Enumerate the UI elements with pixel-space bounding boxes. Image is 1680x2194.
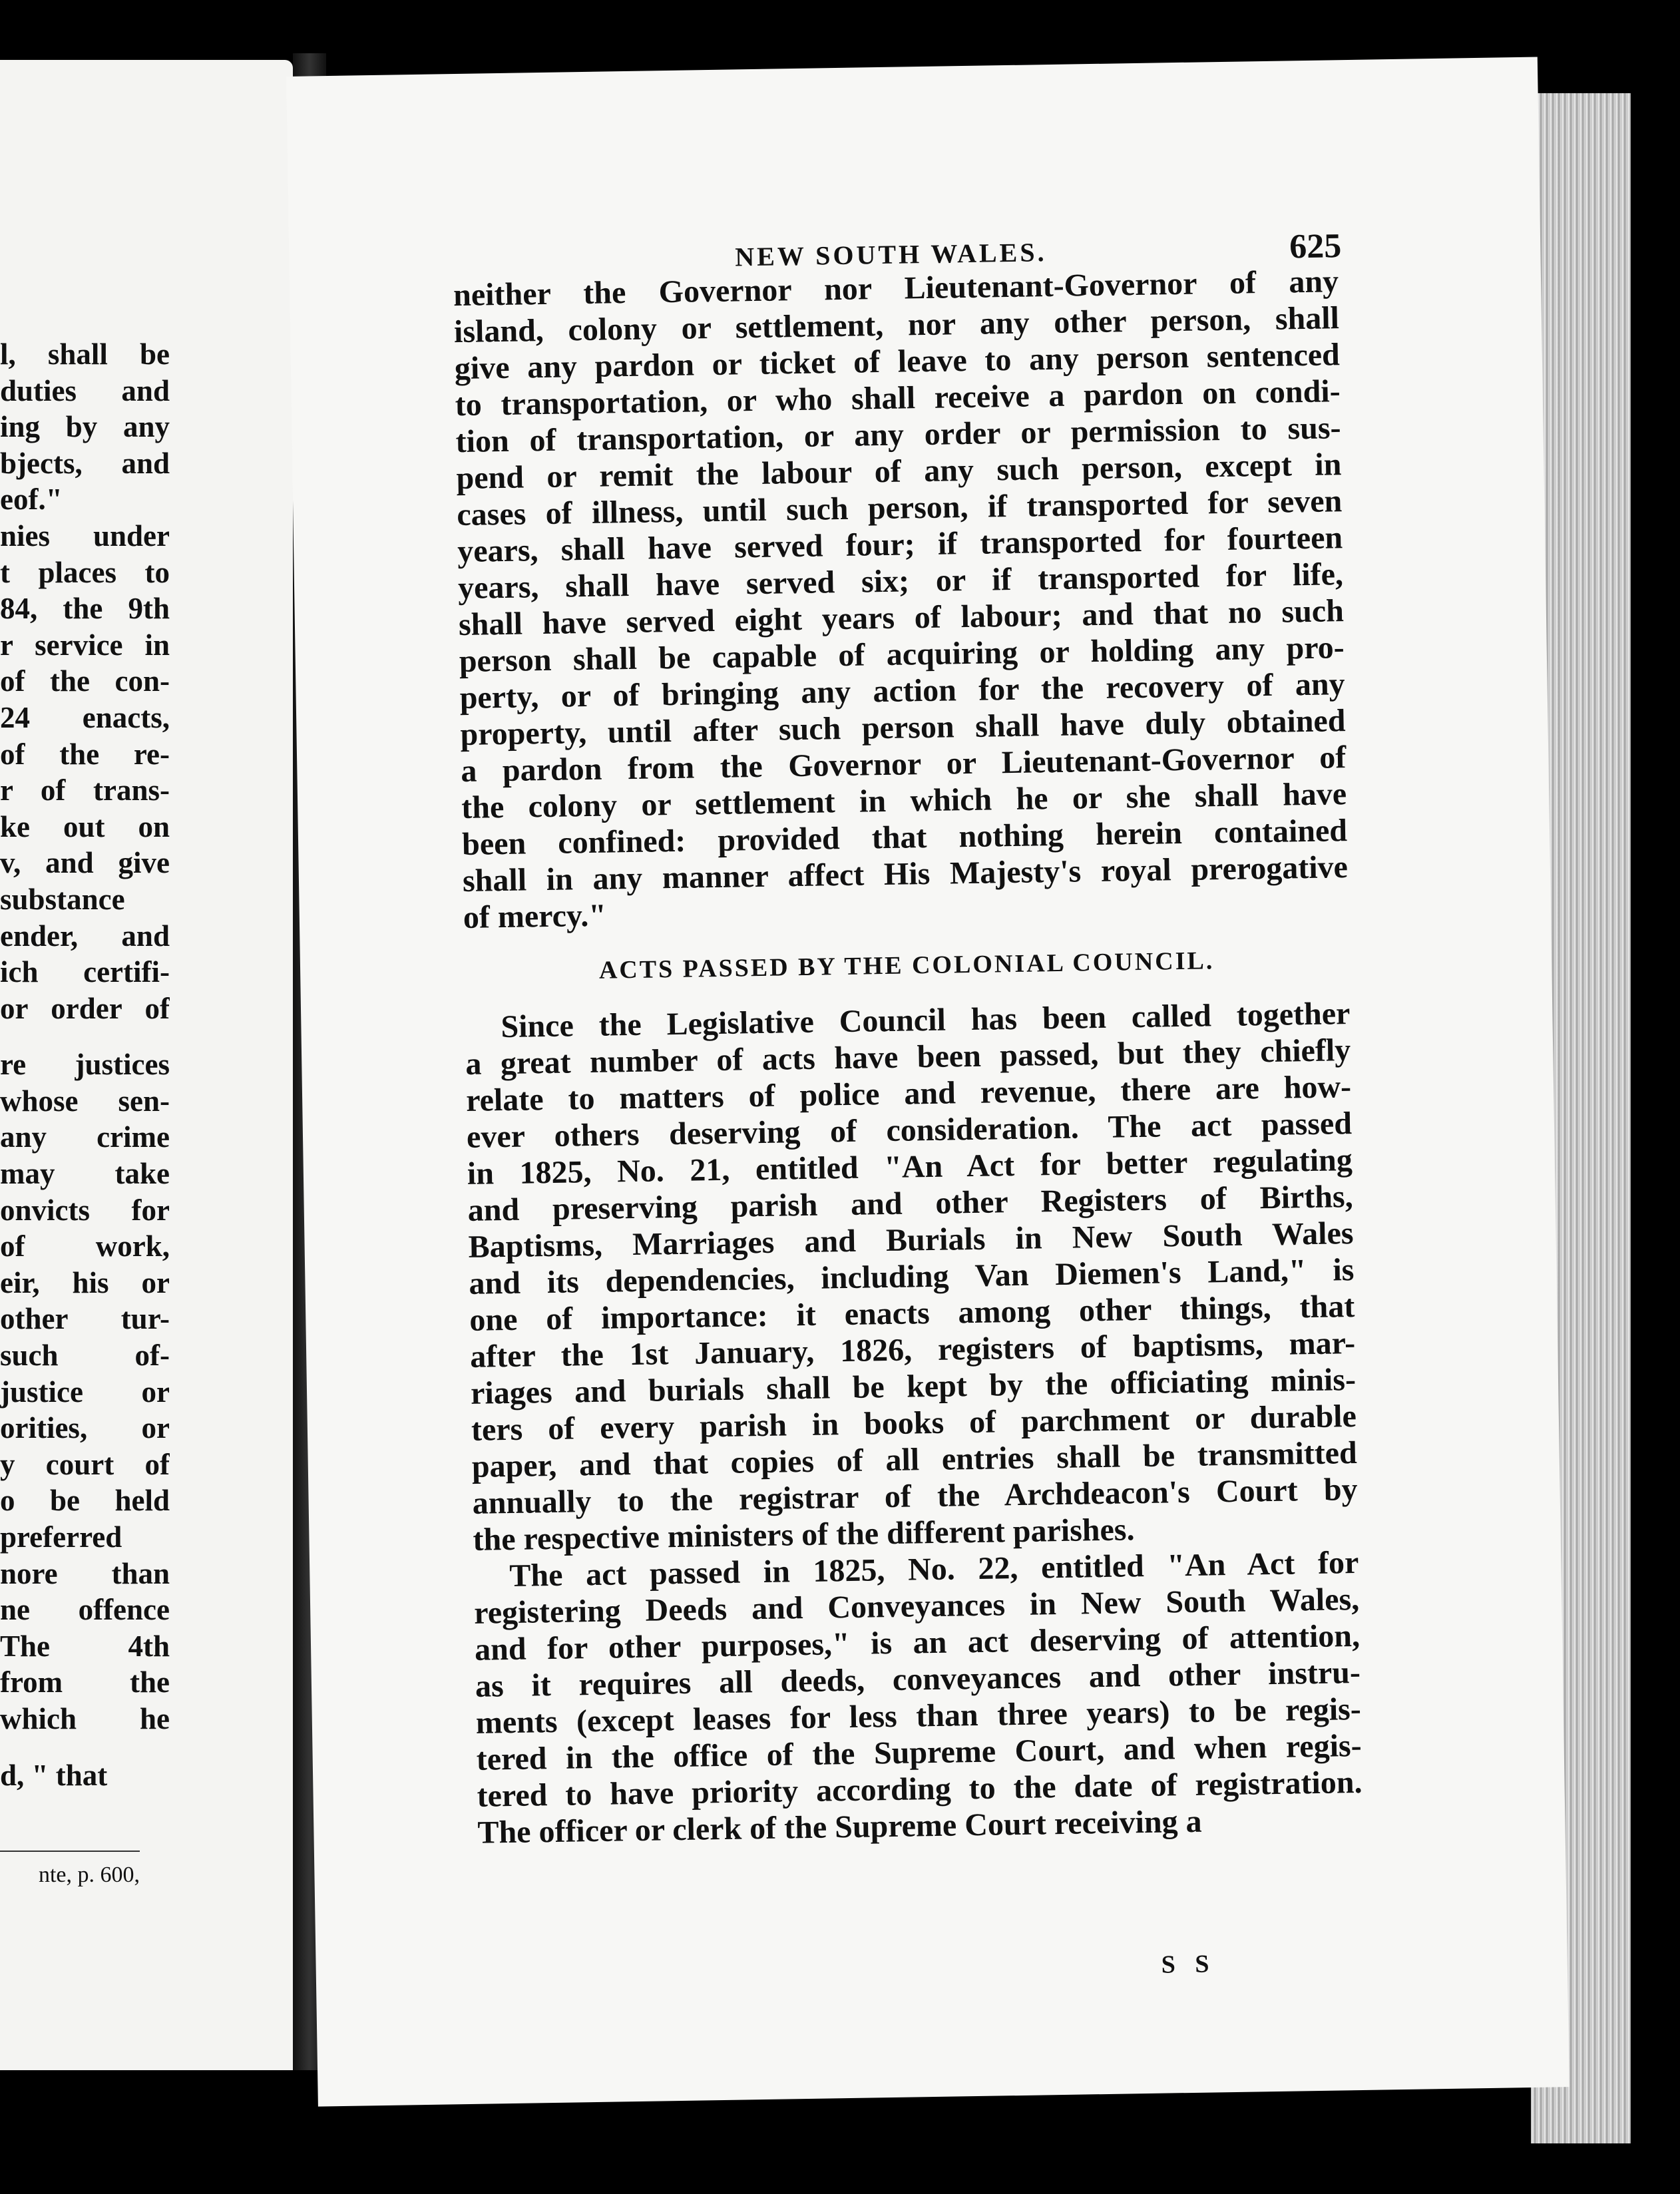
text-line: a pardon from the Governor or Lieutenant-Governor of	[461, 740, 1347, 789]
text-line: pend or remit the labour of any such person, except in	[456, 447, 1342, 497]
text-line: relate to matters of police and revenue, there are how-	[465, 1069, 1352, 1118]
left-text-line: or order of	[0, 991, 170, 1025]
paragraph-3	[473, 1544, 1363, 1851]
text-line: tered to have priority according to the date of registration.	[477, 1764, 1363, 1814]
left-text-line: nore than	[0, 1556, 170, 1590]
right-page	[286, 57, 1570, 2106]
section-heading: ACTS PASSED BY THE COLONIAL COUNCIL.	[598, 947, 1215, 985]
text-line: shall have served eight years of labour; and that no such	[458, 593, 1345, 643]
text-line: give any pardon or ticket of leave to any person sentenced	[454, 337, 1341, 387]
text-line: and for other purposes," is an act deserving of attention,	[474, 1618, 1361, 1667]
signature-mark: S S	[1161, 1950, 1216, 1979]
left-text-line: 24 enacts,	[0, 700, 170, 734]
text-line: perty, or of bringing any action for the recovery of any	[459, 666, 1345, 716]
text-line: the respective ministers of the different parishes.	[473, 1512, 1135, 1558]
text-line: island, colony or settlement, nor any other person, shall	[453, 300, 1340, 350]
left-text-line: re justices	[0, 1048, 170, 1082]
text-line: years, shall have served four; if transported for fourteen	[457, 520, 1343, 570]
left-text-line: nies under	[0, 519, 170, 552]
left-text-line: such of-	[0, 1339, 170, 1373]
page-number: 625	[1289, 227, 1342, 266]
left-text-line: y court of	[0, 1447, 170, 1481]
left-text-line: r of trans-	[0, 773, 170, 807]
left-text-line: The 4th	[0, 1629, 170, 1663]
left-text-line: of the re-	[0, 737, 170, 771]
text-line: ters of every parish in books of parchment or durable	[471, 1398, 1357, 1448]
text-line: a great number of acts have been passed, but they chiefly	[465, 1032, 1351, 1082]
text-line: The act passed in 1825, No. 22, entitled "An Act for	[509, 1544, 1359, 1594]
left-text-line: t places to	[0, 555, 170, 589]
page-body	[453, 263, 1363, 1851]
left-text-line: any crime	[0, 1120, 170, 1154]
paragraph-2	[465, 995, 1359, 1558]
text-line: Since the Legislative Council has been called together	[501, 996, 1351, 1045]
left-text-line: ke out on	[0, 809, 170, 843]
text-line: years, shall have served six; or if transported for life,	[457, 556, 1344, 606]
left-text-line: r service in	[0, 628, 170, 662]
text-line: and preserving parish and other Registers of Births,	[467, 1179, 1354, 1228]
left-text-line: v, and give	[0, 846, 170, 880]
text-line: as it requires all deeds, conveyances and other instru-	[475, 1654, 1361, 1704]
text-line: paper, and that copies of all entries shall be transmitted	[471, 1434, 1358, 1484]
text-line: one of importance: it enacts among other things, that	[469, 1289, 1355, 1338]
left-footnote: nte, p. 600,	[0, 1851, 140, 1888]
text-line: tered in the office of the Supreme Court, and when regis-	[476, 1727, 1363, 1777]
text-line: The officer or clerk of the Supreme Court receiving a	[477, 1803, 1202, 1851]
text-line: cases of illness, until such person, if transported for seven	[456, 483, 1343, 533]
left-text-line: eof."	[0, 483, 63, 517]
text-line: tion of transportation, or any order or permission to sus-	[455, 410, 1341, 460]
running-title: NEW SOUTH WALES.	[734, 237, 1047, 272]
left-text-line: ing by any	[0, 410, 170, 444]
text-line: Baptisms, Marriages and Burials in New South Wales	[468, 1215, 1354, 1265]
text-line: and its dependencies, including Van Diemen's Land," is	[469, 1252, 1355, 1301]
left-text-line: of the con-	[0, 664, 170, 698]
left-text-line: from the	[0, 1665, 170, 1699]
left-text-line: may take	[0, 1157, 170, 1191]
paragraph-1	[453, 263, 1349, 936]
left-text-line: whose sen-	[0, 1084, 170, 1118]
left-text-line: bjects, and	[0, 446, 170, 480]
text-line: in 1825, No. 21, entitled "An Act for better regulating	[467, 1142, 1353, 1192]
left-text-line: other tur-	[0, 1302, 170, 1336]
left-page-text	[0, 336, 170, 1793]
left-text-line: ne offence	[0, 1593, 170, 1627]
text-line: been confined: provided that nothing herein contained	[461, 813, 1348, 862]
text-line: after the 1st January, 1826, registers of baptisms, mar-	[469, 1325, 1356, 1375]
text-line: of mercy."	[463, 897, 607, 935]
left-text-line: substance	[0, 882, 125, 916]
text-line: ments (except leases for less than three years) to be regis-	[475, 1691, 1362, 1741]
left-text-line: preferred	[0, 1520, 122, 1554]
left-page	[0, 60, 293, 2070]
left-text-line: ich certifi-	[0, 955, 170, 989]
left-text-line	[0, 1737, 170, 1757]
text-line: to transportation, or who shall receive a pardon on condi-	[455, 373, 1341, 423]
left-text-line: orities, or	[0, 1411, 170, 1445]
text-line: property, until after such person shall have duly obtained	[460, 703, 1346, 753]
left-text-line: o be held	[0, 1484, 170, 1518]
left-text-line: eir, his or	[0, 1265, 170, 1299]
left-text-line: which he	[0, 1701, 170, 1735]
left-text-line: onvicts for	[0, 1193, 170, 1227]
left-text-line: of work,	[0, 1229, 170, 1263]
text-line: annually to the registrar of the Archdeacon's Court by	[472, 1471, 1358, 1521]
left-text-line: duties and	[0, 373, 170, 407]
text-line: shall in any manner affect His Majesty's royal prerogative	[462, 849, 1349, 899]
left-text-line: l, shall be	[0, 337, 170, 371]
text-line: neither the Governor nor Lieutenant-Governor of any	[453, 264, 1339, 314]
text-line: riages and burials shall be kept by the officiating minis-	[470, 1362, 1357, 1411]
left-text-line: ender, and	[0, 919, 170, 953]
left-text-line: d, " that	[0, 1758, 108, 1792]
text-line: registering Deeds and Conveyances in New South Wales,	[473, 1581, 1360, 1631]
text-line: person shall be capable of acquiring or holding any pro-	[459, 630, 1345, 680]
left-text-line	[0, 1026, 170, 1046]
text-line: the colony or settlement in which he or she shall have	[461, 776, 1347, 825]
left-text-line: 84, the 9th	[0, 592, 170, 626]
text-line: ever others deserving of consideration. The act passed	[466, 1106, 1353, 1155]
left-text-line: justice or	[0, 1375, 170, 1409]
